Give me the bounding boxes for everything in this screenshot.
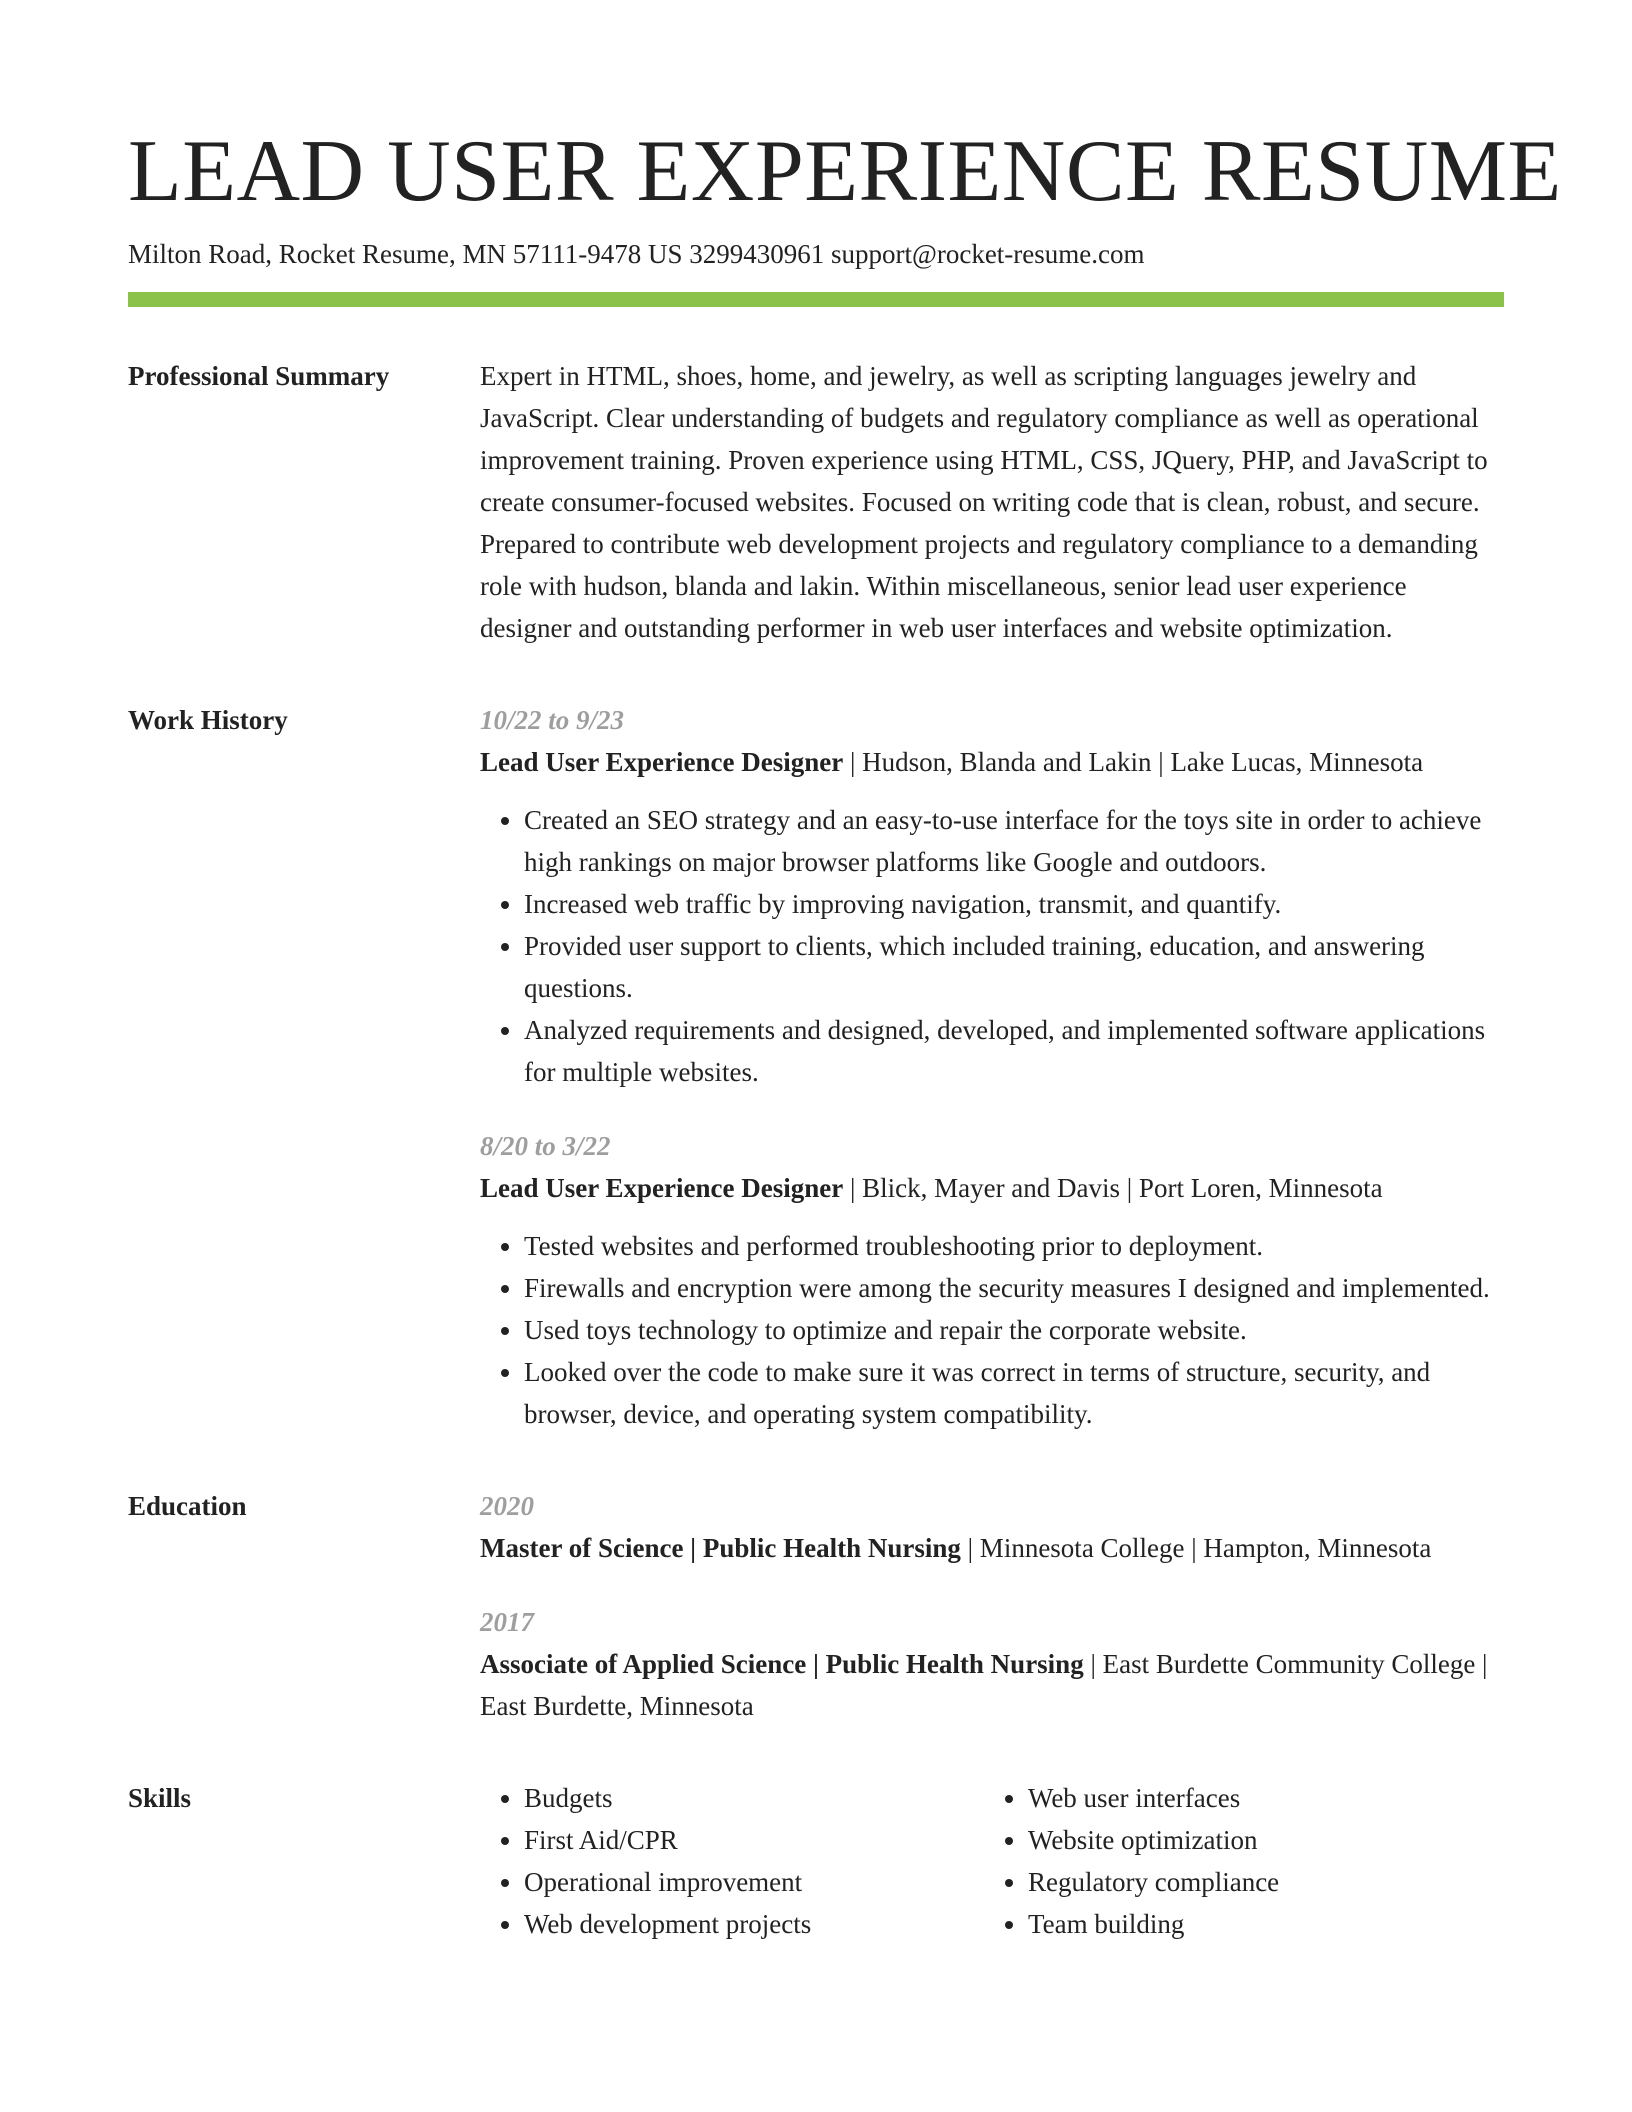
job-entry: [480, 1125, 1504, 1435]
section-title-work: Work History: [128, 705, 288, 735]
education-body: [480, 1485, 1504, 1727]
job-bullet: • Firewalls and encryption were among the security measures I designed and implemented.: [524, 1267, 1504, 1309]
section-title-skills: Skills: [128, 1783, 192, 1813]
skills-body: [480, 1777, 1504, 1945]
contact-line: Milton Road, Rocket Resume, MN 57111-9478 US 3299430961 support@rocket-resume.com: [128, 239, 1145, 269]
education-line: [480, 1643, 1504, 1727]
job-bullet: • Tested websites and performed troubleshooting prior to deployment.: [524, 1225, 1504, 1267]
skills-list-right: [984, 1777, 1488, 1945]
education-year: 2017: [480, 1607, 534, 1637]
education-degree: Master of Science | Public Health Nursing: [480, 1533, 961, 1563]
job-entry: [480, 699, 1504, 1093]
header-divider: [128, 292, 1504, 307]
job-details: | Blick, Mayer and Davis | Port Loren, Minnesota: [843, 1173, 1383, 1203]
skill-item: • Budgets: [524, 1777, 984, 1819]
skills-section: [128, 1777, 1504, 1945]
education-section: [128, 1485, 1504, 1727]
skills-grid: [480, 1777, 1504, 1945]
education-entry: [480, 1601, 1504, 1727]
education-year: 2020: [480, 1491, 534, 1521]
job-title: Lead User Experience Designer: [480, 1173, 844, 1203]
skill-item: • Web development projects: [524, 1903, 984, 1945]
work-history-body: [480, 699, 1504, 1435]
skills-list-left: [480, 1777, 984, 1945]
skill-item: • First Aid/CPR: [524, 1819, 984, 1861]
job-role-line: [480, 741, 1504, 783]
job-date: 8/20 to 3/22: [480, 1131, 611, 1161]
skill-item: • Team building: [1028, 1903, 1488, 1945]
resume-title: LEAD USER EXPERIENCE RESUME: [128, 123, 1562, 220]
section-title-summary: Professional Summary: [128, 361, 390, 391]
job-bullet: • Used toys technology to optimize and repair the corporate website.: [524, 1309, 1504, 1351]
job-bullet: • Looked over the code to make sure it was correct in terms of structure, security, and browser, device, and operating system compatibility.: [524, 1351, 1504, 1435]
education-entry: [480, 1485, 1504, 1569]
job-bullet-list: [480, 799, 1504, 1093]
skill-item: • Operational improvement: [524, 1861, 984, 1903]
education-details: | East Burdette Community College | East Burdette, Minnesota: [480, 1649, 1488, 1721]
job-role-line: [480, 1167, 1504, 1209]
work-history-section: [128, 699, 1504, 1435]
skill-item: • Regulatory compliance: [1028, 1861, 1488, 1903]
skill-item: • Web user interfaces: [1028, 1777, 1488, 1819]
resume-page: [128, 118, 1562, 1945]
summary-text: Expert in HTML, shoes, home, and jewelry, as well as scripting languages jewelry and JavaScript. Clear understanding of budgets and regulatory compliance as well as operational improvement training. Proven experience using HTML, CSS, JQuery, PHP, and JavaScript to create consumer-focused websites. Focused on writing code that is clean, robust, and secure. Prepared to contribute web development projects and regulatory compliance to a demanding role with hudson, blanda and lakin. Within miscellaneous, senior lead user experience designer and outstanding performer in web user interfaces and website optimization.: [480, 361, 1488, 643]
job-bullet-list: [480, 1225, 1504, 1435]
job-bullet: • Provided user support to clients, which included training, education, and answering questions.: [524, 925, 1504, 1009]
skill-item: • Website optimization: [1028, 1819, 1488, 1861]
job-title: Lead User Experience Designer: [480, 747, 844, 777]
section-title-education: Education: [128, 1491, 247, 1521]
summary-section: [128, 355, 1504, 649]
job-bullet: • Created an SEO strategy and an easy-to-use interface for the toys site in order to achieve high rankings on major browser platforms like Google and outdoors.: [524, 799, 1504, 883]
job-bullet: • Increased web traffic by improving navigation, transmit, and quantify.: [524, 883, 1504, 925]
job-bullet: • Analyzed requirements and designed, developed, and implemented software applications for multiple websites.: [524, 1009, 1504, 1093]
education-degree: Associate of Applied Science | Public Health Nursing: [480, 1649, 1084, 1679]
education-details: | Minnesota College | Hampton, Minnesota: [960, 1533, 1432, 1563]
job-details: | Hudson, Blanda and Lakin | Lake Lucas, Minnesota: [843, 747, 1424, 777]
summary-body: [480, 355, 1504, 649]
education-line: [480, 1527, 1504, 1569]
job-date: 10/22 to 9/23: [480, 705, 625, 735]
